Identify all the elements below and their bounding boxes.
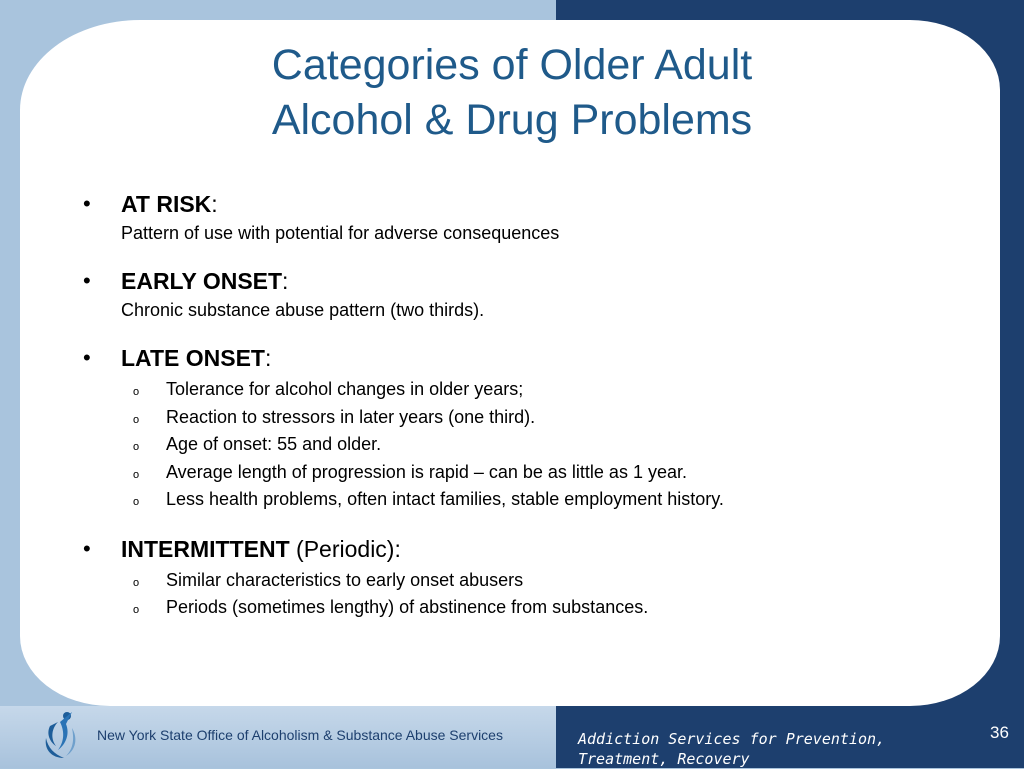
bullet-heading: AT RISK bbox=[121, 191, 212, 217]
title-line-1: Categories of Older Adult bbox=[271, 41, 753, 89]
sub-list-item bbox=[121, 376, 983, 404]
sub-list-item bbox=[121, 404, 983, 432]
tagline-line-2: Treatment, Recovery bbox=[578, 750, 750, 768]
bullet-at-risk bbox=[83, 188, 983, 246]
circle-bullet-icon: o bbox=[133, 441, 140, 453]
sub-item-text: Less health problems, often intact families, stable employment history. bbox=[166, 489, 724, 509]
sub-list bbox=[121, 376, 983, 514]
bullet-icon: • bbox=[83, 191, 91, 216]
circle-bullet-icon: o bbox=[133, 413, 140, 426]
sub-item-text: Average length of progression is rapid – can be as little as 1 year. bbox=[166, 461, 687, 482]
bullet-description: Pattern of use with potential for adverse consequences bbox=[121, 223, 560, 243]
bullet-heading-suffix: : bbox=[264, 345, 272, 371]
person-figure-logo-icon bbox=[36, 708, 86, 760]
bullet-heading: LATE ONSET bbox=[121, 345, 265, 371]
sub-list-item bbox=[121, 431, 983, 459]
bullet-early-onset bbox=[83, 265, 983, 323]
bullet-heading-suffix: : bbox=[282, 268, 289, 294]
bullet-heading-suffix: : bbox=[211, 191, 218, 217]
sub-list-item bbox=[121, 567, 983, 595]
bullet-intermittent bbox=[83, 533, 983, 622]
circle-bullet-icon: o bbox=[133, 604, 140, 616]
bullet-list bbox=[83, 188, 983, 641]
sub-list-item bbox=[121, 459, 983, 487]
circle-bullet-icon: o bbox=[133, 576, 140, 589]
page-number: 36 bbox=[990, 723, 1009, 742]
slide-title bbox=[0, 38, 1024, 148]
footer-tagline bbox=[578, 729, 885, 769]
sub-list bbox=[121, 567, 983, 622]
title-line-2: Alcohol & Drug Problems bbox=[271, 96, 753, 144]
circle-bullet-icon: o bbox=[133, 468, 140, 481]
bullet-icon: • bbox=[83, 535, 91, 561]
sub-item-text: Periods (sometimes lengthy) of abstinence from substances. bbox=[166, 597, 649, 617]
tagline-line-1: Addiction Services for Prevention, bbox=[578, 730, 886, 748]
sub-list-item bbox=[121, 594, 983, 622]
circle-bullet-icon: o bbox=[133, 386, 140, 398]
sub-item-text: Age of onset: 55 and older. bbox=[166, 434, 382, 454]
bullet-description: Chronic substance abuse pattern (two thirds). bbox=[121, 300, 485, 320]
sub-item-text: Tolerance for alcohol changes in older years; bbox=[166, 379, 524, 399]
bullet-icon: • bbox=[83, 268, 91, 293]
sub-list-item bbox=[121, 486, 983, 514]
bullet-late-onset bbox=[83, 342, 983, 514]
sub-item-text: Reaction to stressors in later years (one third). bbox=[166, 406, 536, 427]
bullet-icon: • bbox=[83, 345, 91, 370]
organization-name: New York State Office of Alcoholism & Substance Abuse Services bbox=[97, 727, 503, 743]
bullet-heading-suffix: (Periodic): bbox=[289, 535, 401, 562]
circle-bullet-icon: o bbox=[133, 496, 140, 508]
bullet-heading: EARLY ONSET bbox=[121, 268, 283, 294]
bullet-heading: INTERMITTENT bbox=[121, 535, 290, 562]
sub-item-text: Similar characteristics to early onset abusers bbox=[166, 569, 524, 590]
